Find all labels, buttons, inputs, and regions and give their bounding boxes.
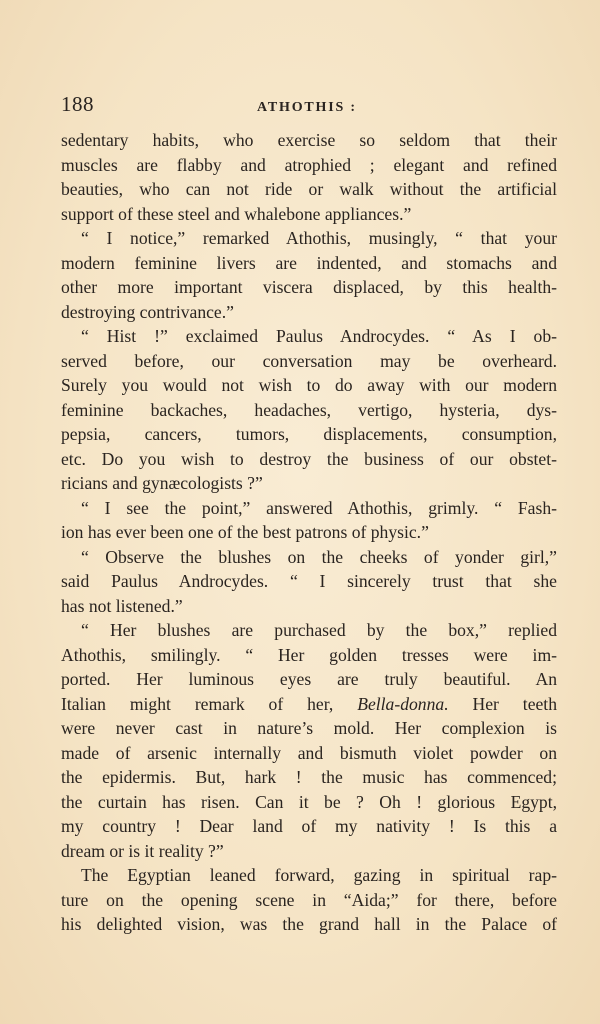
text-line: said Paulus Androcydes. “ I sincerely trust that she: [61, 571, 557, 591]
running-head: [61, 92, 557, 122]
text-line: ricians and gynæcologists ?”: [61, 473, 263, 493]
page-number: 188: [61, 92, 94, 116]
text-line: “ I notice,” remarked Athothis, musingly, “ that your: [81, 228, 557, 248]
text-line: modern feminine livers are indented, and stomachs and: [61, 252, 557, 273]
text-line: his delighted vision, was the grand hall in the Palace of: [61, 914, 557, 934]
text-line: “ Her blushes are purchased by the box,” replied: [81, 620, 557, 640]
italic-phrase: Bella-donna.: [357, 693, 449, 714]
text-line: ture on the opening scene in “Aida;” for there, before: [61, 889, 557, 910]
text-line: Surely you would not wish to do away with our modern: [61, 375, 557, 395]
text-line: pepsia, cancers, tumors, displacements, consumption,: [61, 424, 557, 444]
body-text: [61, 128, 557, 937]
text-line: beauties, who can not ride or walk without the artificial: [61, 179, 557, 199]
text-line: has not listened.”: [61, 595, 183, 616]
text-line: muscles are flabby and atrophied ; elegant and refined: [61, 154, 557, 175]
text-line: “ I see the point,” answered Athothis, grimly. “ Fash-: [81, 497, 557, 518]
text-line: “ Hist !” exclaimed Paulus Androcydes. “ As I ob-: [81, 326, 557, 346]
book-page: [61, 92, 557, 937]
text-line: ported. Her luminous eyes are truly beautiful. An: [61, 669, 557, 689]
text-line-with-italic: [61, 692, 557, 717]
running-title: ATHOTHIS :: [257, 100, 357, 115]
text-line: destroying contrivance.”: [61, 301, 234, 322]
text-line: etc. Do you wish to destroy the business of our obstet-: [61, 448, 557, 469]
text-line: my country ! Dear land of my nativity ! Is this a: [61, 816, 557, 836]
text-line: made of arsenic internally and bismuth violet powder on: [61, 742, 557, 763]
text-line: The Egyptian leaned forward, gazing in spiritual rap-: [81, 865, 557, 885]
text-line: the curtain has risen. Can it be ? Oh ! glorious Egypt,: [61, 791, 557, 812]
text-line: support of these steel and whalebone appliances.”: [61, 203, 412, 224]
text-segment: Her teeth: [448, 693, 557, 714]
text-line: Athothis, smilingly. “ Her golden tresses were im-: [61, 644, 557, 665]
text-segment: Italian might remark of her,: [61, 693, 358, 714]
text-line: ion has ever been one of the best patrons of physic.”: [61, 522, 429, 542]
text-line: sedentary habits, who exercise so seldom that their: [61, 130, 557, 150]
text-line: the epidermis. But, hark ! the music has commenced;: [61, 767, 557, 787]
text-line: dream or is it reality ?”: [61, 840, 224, 861]
text-line: were never cast in nature’s mold. Her complexion is: [61, 718, 557, 738]
text-line: served before, our conversation may be overheard.: [61, 350, 557, 371]
text-line: “ Observe the blushes on the cheeks of yonder girl,”: [81, 546, 557, 567]
text-line: feminine backaches, headaches, vertigo, hysteria, dys-: [61, 399, 557, 420]
text-line: other more important viscera displaced, by this health-: [61, 277, 557, 297]
